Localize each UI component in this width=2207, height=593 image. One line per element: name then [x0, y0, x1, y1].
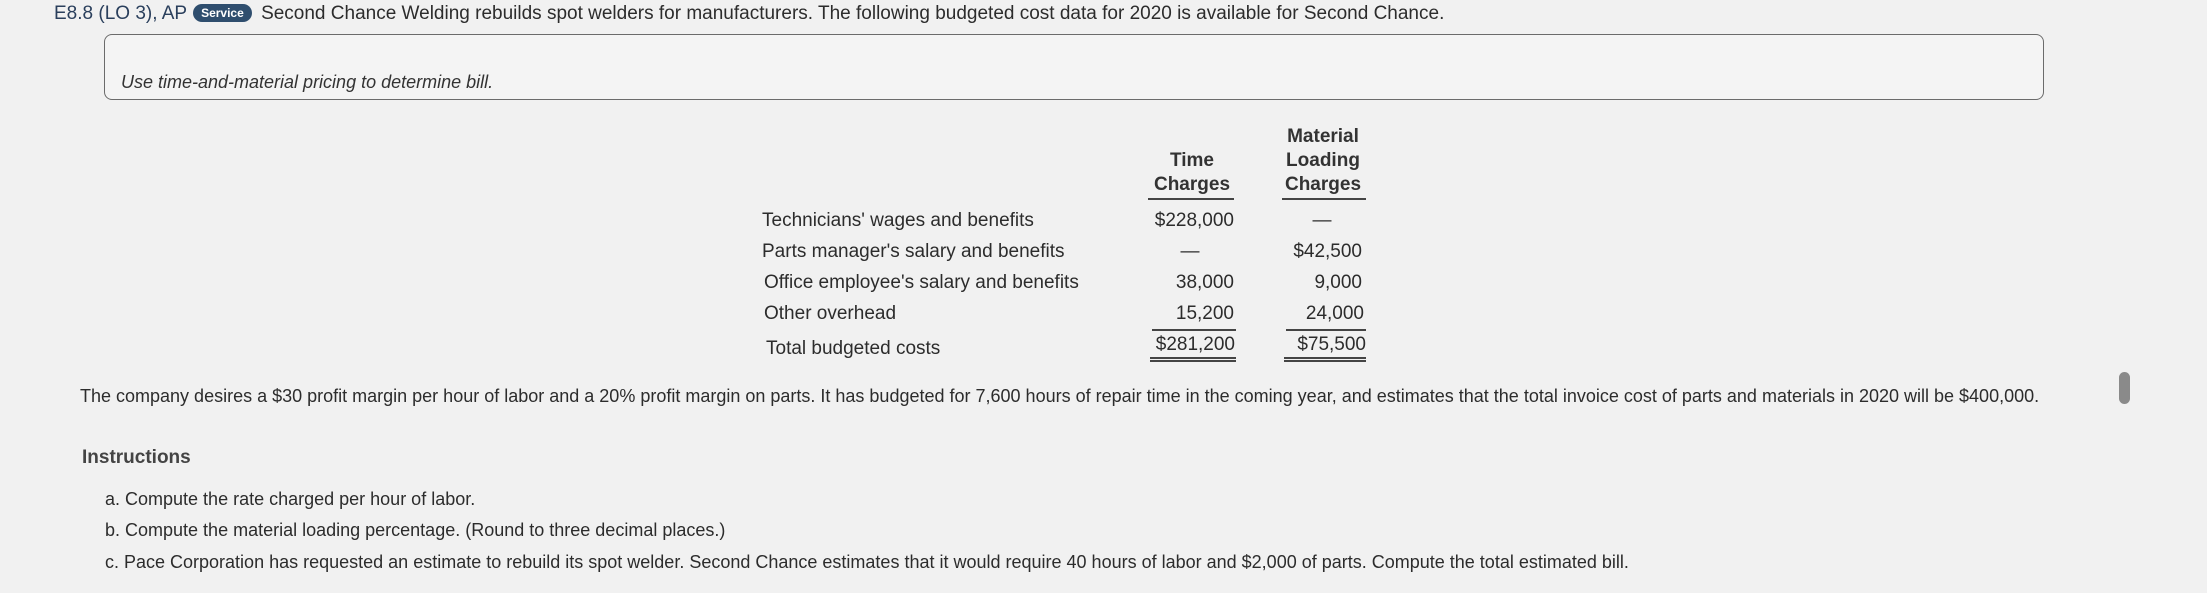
time-header-underline — [1148, 198, 1234, 200]
total-time-value: $281,200 — [1155, 334, 1235, 355]
total-material-value: $75,500 — [1297, 334, 1366, 355]
row-time-value: $228,000 — [1154, 210, 1234, 231]
total-double-underline-time-2 — [1150, 360, 1236, 362]
total-label: Total budgeted costs — [766, 338, 941, 359]
row-label: Office employee's salary and benefits — [764, 272, 1079, 293]
row-material-value: 9,000 — [1314, 272, 1362, 293]
row-material-value: 24,000 — [1305, 303, 1364, 324]
exercise-header — [54, 3, 1444, 25]
subtotal-underline-time — [1152, 329, 1236, 331]
problem-paragraph: The company desires a $30 profit margin per hour of labor and a 20% profit margin on parts. It has budgeted for 7,600 hours of repair time in the coming year, and estimates that the total invoice cost of parts and materials in 2020 will be $400,000. — [80, 386, 2040, 406]
note-text: Use time-and-material pricing to determine bill. — [121, 72, 494, 92]
material-header-underline — [1282, 198, 1366, 200]
time-charges-header: Time Charges — [1153, 150, 1231, 195]
row-time-value: — — [1180, 241, 1200, 262]
total-double-underline-material-2 — [1284, 360, 1366, 362]
note-box — [104, 34, 2044, 100]
total-double-underline-material-1 — [1284, 357, 1366, 359]
service-badge: Service — [193, 4, 252, 22]
row-label: Parts manager's salary and benefits — [762, 241, 1065, 262]
subtotal-underline-material — [1286, 329, 1366, 331]
row-time-value: 15,200 — [1175, 303, 1234, 324]
instruction-item: a. Compute the rate charged per hour of labor. — [105, 489, 476, 509]
exercise-code: E8.8 (LO 3), AP — [54, 3, 188, 24]
instruction-item: b. Compute the material loading percentage. (Round to three decimal places.) — [105, 520, 726, 540]
instructions-title: Instructions — [82, 447, 191, 468]
exercise-intro: Second Chance Welding rebuilds spot welders for manufacturers. The following budgeted cost data for 2020 is available for Second Chance. — [261, 3, 1445, 24]
material-charges-header: Material Loading Charges — [1284, 126, 1362, 195]
instruction-item: c. Pace Corporation has requested an estimate to rebuild its spot welder. Second Chance estimates that it would require 40 hours of labor and $2,000 of parts. Compute the total estimated bill. — [105, 552, 1629, 572]
row-time-value: 38,000 — [1175, 272, 1234, 293]
row-material-value: — — [1312, 210, 1332, 231]
row-label: Other overhead — [764, 303, 897, 324]
total-double-underline-time-1 — [1150, 357, 1236, 359]
row-label: Technicians' wages and benefits — [762, 210, 1034, 231]
row-material-value: $42,500 — [1293, 241, 1362, 262]
scrollbar-thumb[interactable] — [2119, 372, 2130, 404]
